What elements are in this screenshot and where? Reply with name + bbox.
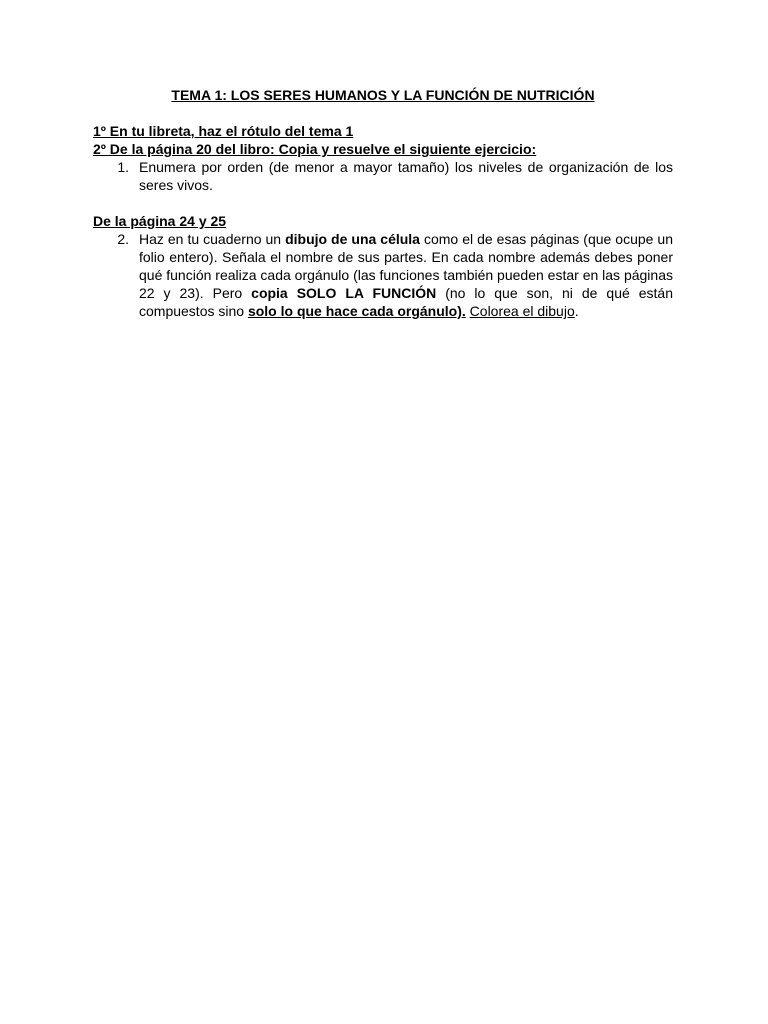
document-content bbox=[93, 86, 673, 320]
exercise-item-2 bbox=[93, 230, 673, 320]
text-run: Haz en tu cuaderno un bbox=[139, 231, 286, 247]
step-1-heading: 1º En tu libreta, haz el rótulo del tema 1 bbox=[93, 123, 354, 139]
item-text: Enumera por orden (de menor a mayor tamaño) los niveles de organización de los seres vivos. bbox=[139, 159, 673, 193]
text-run: . bbox=[574, 303, 579, 319]
exercise-item-1 bbox=[93, 158, 673, 194]
text-run-bold-underline: solo lo que hace cada orgánulo). bbox=[247, 303, 466, 319]
item-text bbox=[139, 230, 673, 320]
spacer bbox=[93, 194, 673, 212]
item-number: 1. bbox=[117, 159, 129, 175]
step-2-heading: 2º De la página 20 del libro: Copia y resuelve el siguiente ejercicio: bbox=[93, 141, 537, 157]
text-run-bold: dibujo de una célula bbox=[285, 231, 420, 247]
text-run: (no lo que son, ni de qué están compuestos sino bbox=[139, 285, 673, 319]
text-run-bold: copia SOLO LA FUNCIÓN bbox=[251, 285, 437, 301]
text-run-underline: Colorea el dibujo bbox=[469, 303, 575, 319]
document-title: TEMA 1: LOS SERES HUMANOS Y LA FUNCIÓN DE NUTRICIÓN bbox=[171, 87, 595, 103]
text-run: como el de esas páginas (que ocupe un folio entero). Señala el nombre de sus partes. En cada nombre además debes poner qué función realiza cada orgánulo (las funciones también pueden estar en las páginas 22 y 23). Pero bbox=[139, 231, 674, 301]
item-number: 2. bbox=[117, 231, 129, 247]
section-2-heading: De la página 24 y 25 bbox=[93, 213, 227, 229]
